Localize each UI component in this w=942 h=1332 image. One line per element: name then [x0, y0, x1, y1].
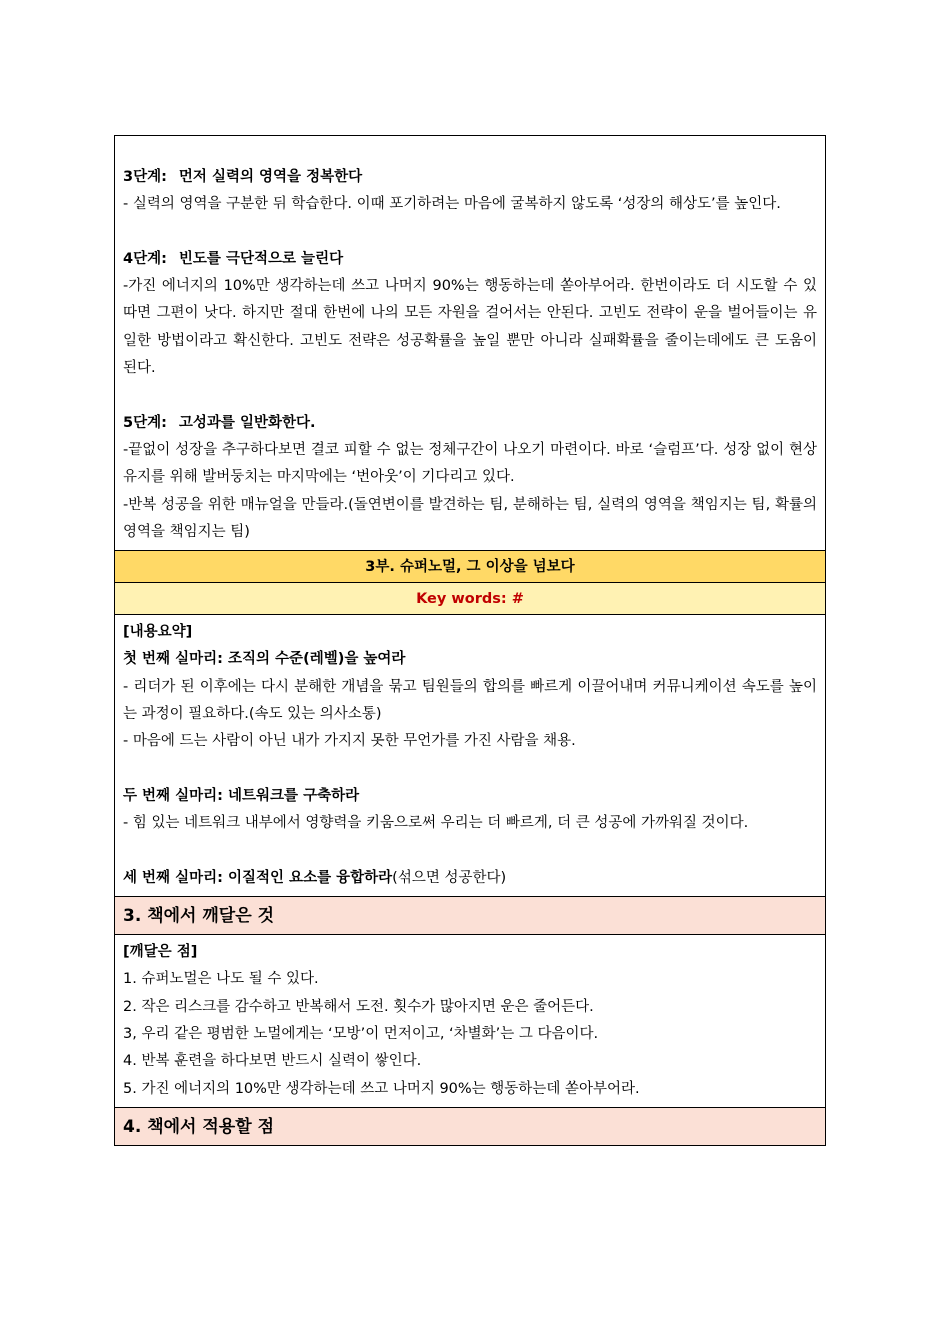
clue-2-heading: 두 번째 실마리: 네트워크를 구축하라	[123, 787, 360, 804]
stage-5-text-1: -끝없이 성장을 추구하다보면 결코 피할 수 없는 정체구간이 나오기 마련이다. 바로 ‘슬럼프’다. 성장 없이 현상유지를 위해 발버둥치는 마지막에는 ‘번아웃’이 기다리고 있다.	[123, 441, 817, 486]
realization-item-1: 1. 슈퍼노멀은 나도 될 수 있다.	[123, 971, 319, 988]
part3-keywords: Key words: #	[115, 582, 825, 614]
part3-title: 3부. 슈퍼노멀, 그 이상을 넘보다	[115, 550, 825, 582]
stage-4-heading: 빈도를 극단적으로 늘린다	[178, 250, 344, 267]
section-3-title: 3. 책에서 깨달은 것	[115, 896, 825, 934]
clue-1-text-2: - 마음에 드는 사람이 아닌 내가 가지지 못한 무언가를 가진 사람을 채용.	[123, 733, 576, 750]
summary-label: [내용요약]	[123, 624, 193, 641]
stage-5-number: 5단계:	[123, 414, 167, 431]
clue-3-suffix: (섞으면 성공한다)	[392, 869, 507, 886]
stage-4-number: 4단계:	[123, 250, 167, 267]
realization-item-4: 4. 반복 훈련을 하다보면 반드시 실력이 쌓인다.	[123, 1053, 422, 1070]
stage-4-text: -가진 에너지의 10%만 생각하는데 쓰고 나머지 90%는 행동하는데 쏟아부어라. 한번이라도 더 시도할 수 있따면 그편이 낫다. 하지만 절대 한번에 나의 모든 자원을 걸어서는 안된다. 고빈도 전략이 운을 벌어들이는 유일한 방법이라고 확신한다. 고빈도 전략은 성공확률을 높일 뿐만 아니라 실패확률을 줄이는데에도 큰 도움이 된다.	[123, 278, 817, 377]
stage-3-text: - 실력의 영역을 구분한 뒤 학습한다. 이때 포기하려는 마음에 굴복하지 않도록 ‘성장의 해상도’를 높인다.	[123, 196, 781, 213]
summary-cell	[115, 614, 825, 896]
realization-item-5: 5. 가진 에너지의 10%만 생각하는데 쓰고 나머지 90%는 행동하는데 쏟아부어라.	[123, 1080, 640, 1097]
clue-3-heading: 세 번째 실마리: 이질적인 요소를 융합하라	[123, 869, 393, 886]
clue-1-text-1: - 리더가 된 이후에는 다시 분해한 개념을 묶고 팀원들의 합의를 빠르게 이끌어내며 커뮤니케이션 속도를 높이는 과정이 필요하다.(속도 있는 의사소통)	[123, 678, 817, 723]
stage-5-text-2: -반복 성공을 위한 매뉴얼을 만들라.(돌연변이를 발견하는 팀, 분해하는 팀, 실력의 영역을 책임지는 팀, 확률의 영역을 책임지는 팀)	[123, 496, 817, 540]
stage-3-heading: 먼저 실력의 영역을 정복한다	[178, 169, 363, 185]
clue-2-text-1: - 힘 있는 네트워크 내부에서 영향력을 키움으로써 우리는 더 빠르게, 더 큰 성공에 가까워질 것이다.	[123, 815, 749, 832]
realization-cell	[115, 934, 825, 1107]
clue-1-heading: 첫 번째 실마리: 조직의 수준(레벨)을 높여라	[123, 651, 406, 668]
stage-3-number: 3단계:	[123, 169, 167, 185]
section-4-title: 4. 책에서 적용할 점	[115, 1107, 825, 1145]
stage-4-title	[123, 246, 817, 273]
clue-1-title	[123, 646, 817, 673]
realization-item-3: 3, 우리 같은 평범한 노멀에게는 ‘모방’이 먼저이고, ‘차별화’는 그 다음이다.	[123, 1026, 599, 1043]
realization-item-2: 2. 작은 리스크를 감수하고 반복해서 도전. 횟수가 많아지면 운은 줄어든다.	[123, 998, 594, 1015]
stages-cell	[115, 136, 825, 550]
document-table	[114, 135, 826, 1146]
stage-5-title	[123, 410, 817, 437]
stage-5-heading: 고성과를 일반화한다.	[178, 414, 316, 431]
realization-label: [깨달은 점]	[123, 944, 198, 961]
clue-3-title	[123, 865, 817, 892]
clue-2-title	[123, 783, 817, 810]
stage-3-title	[123, 164, 817, 191]
